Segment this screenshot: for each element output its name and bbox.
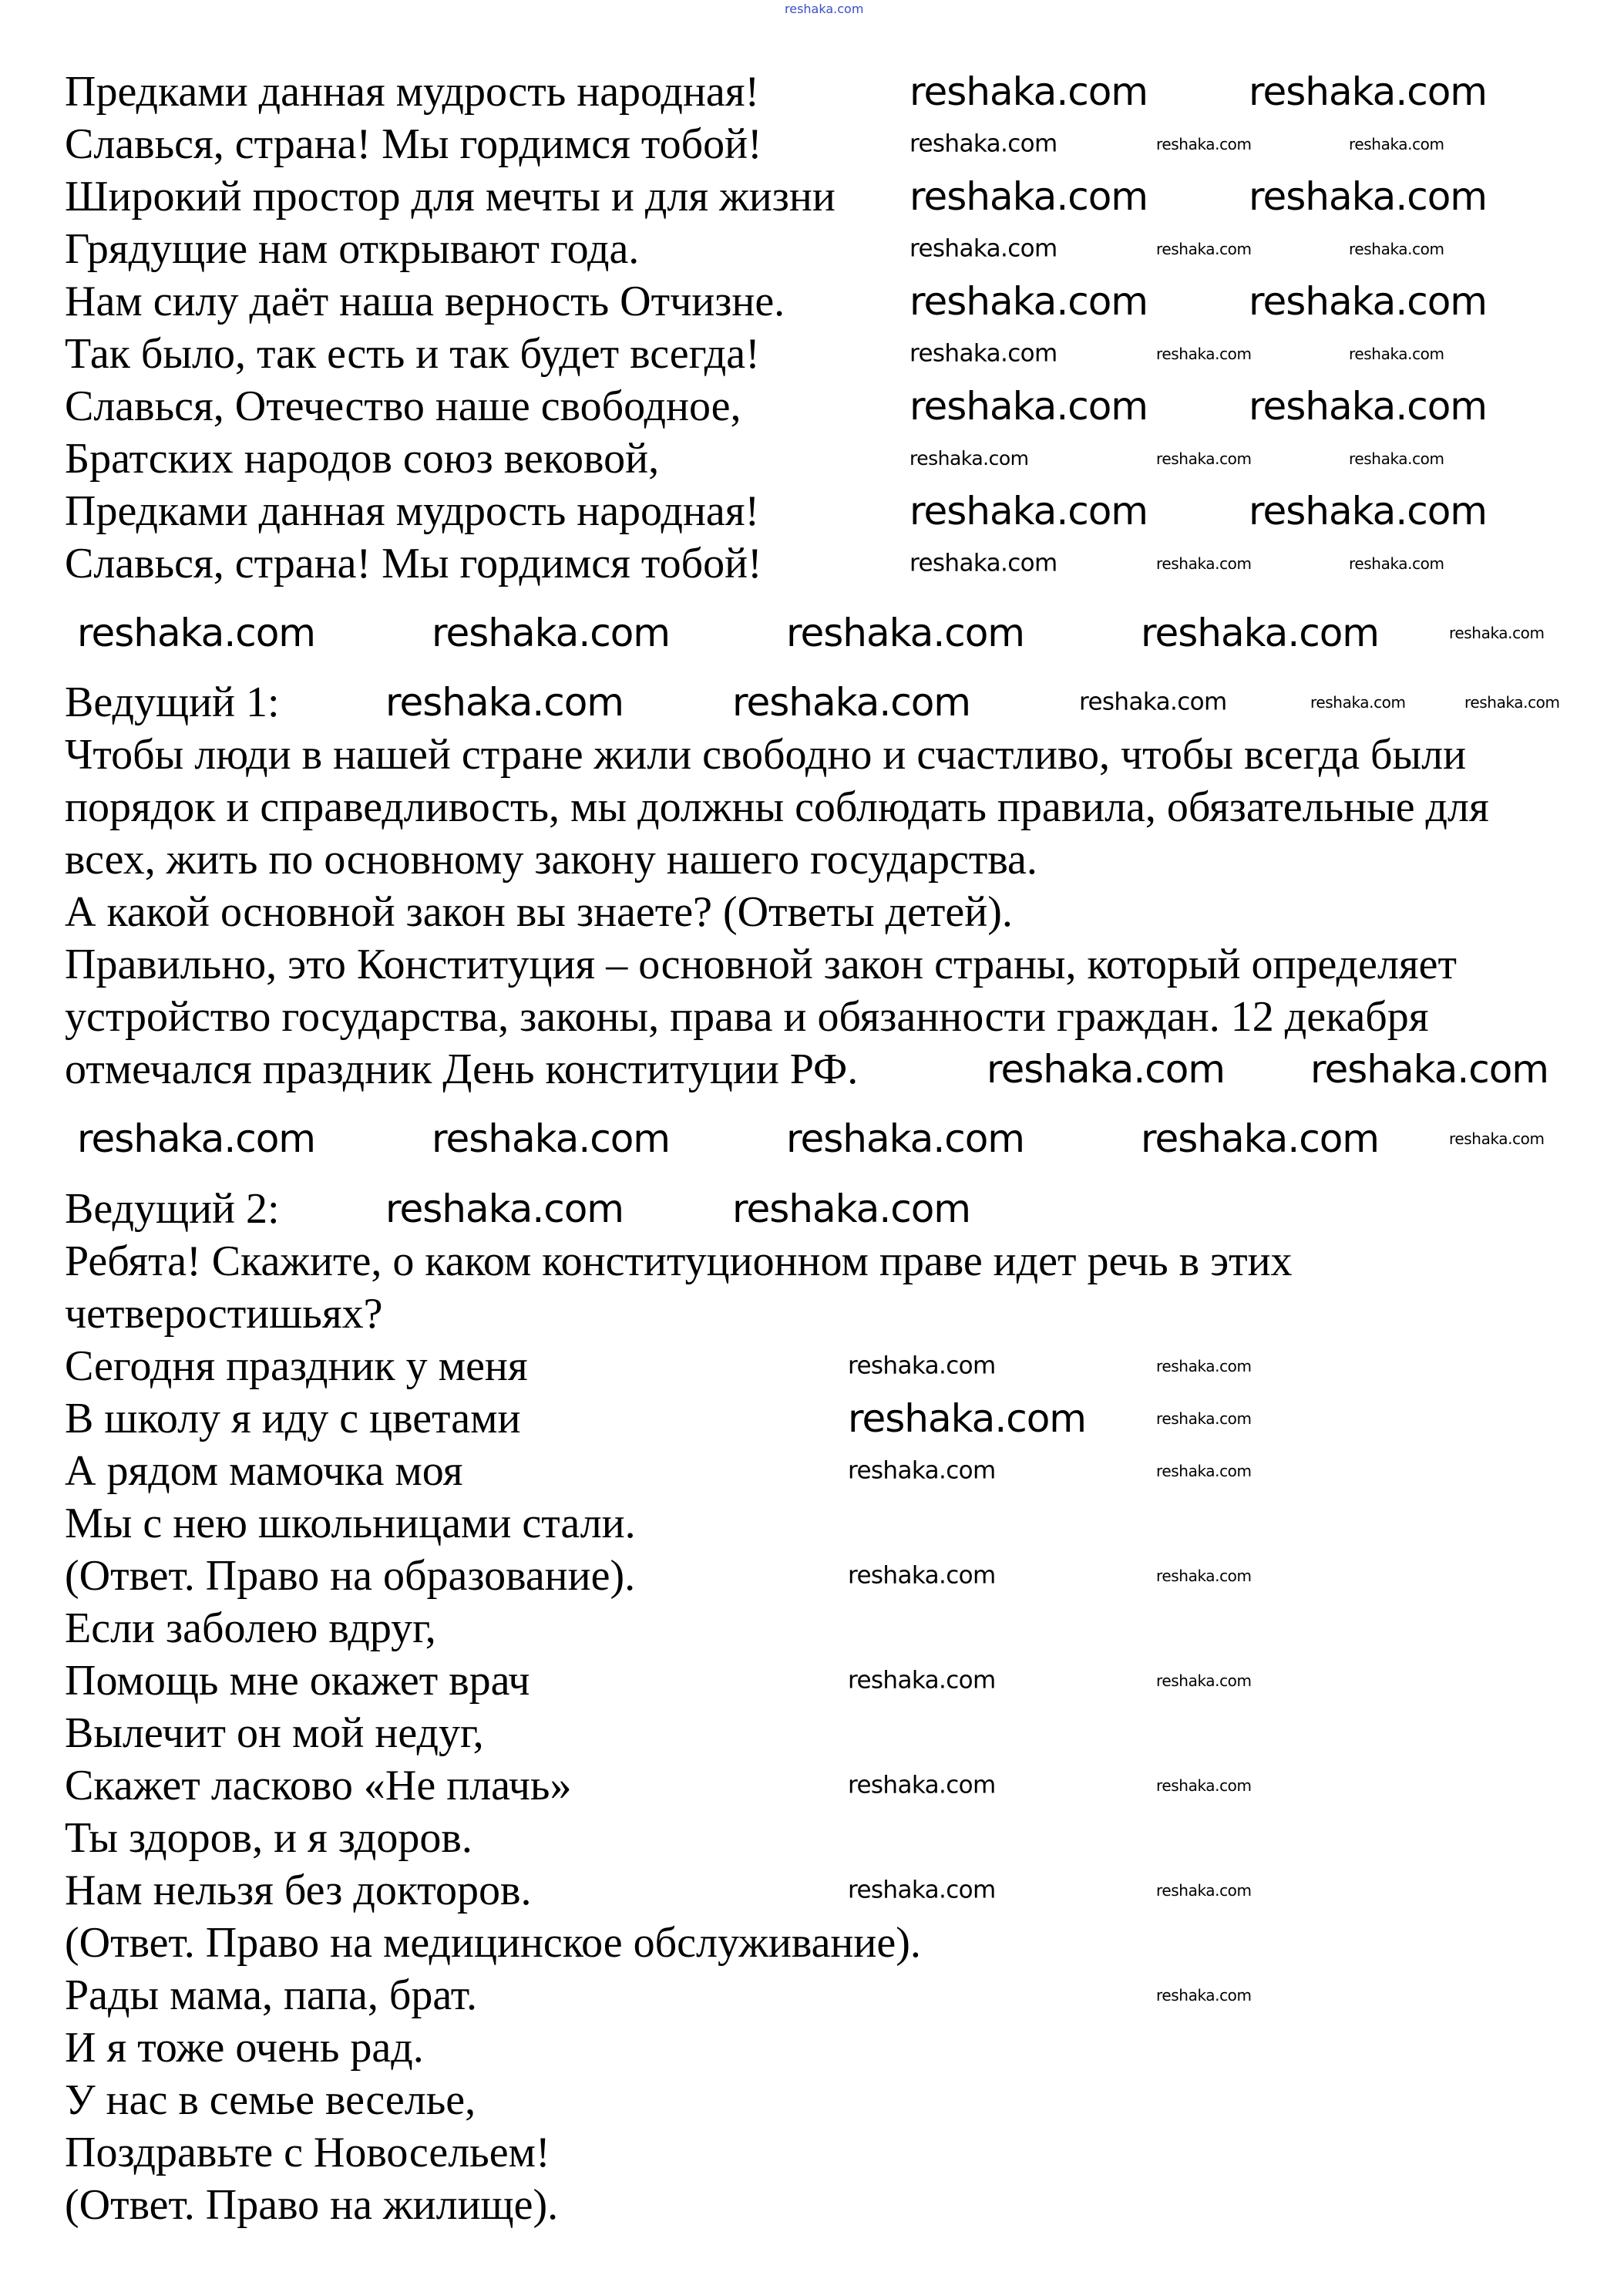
text-line: Скажет ласково «Не плачь»: [65, 1762, 572, 1809]
text-line: (Ответ. Право на медицинское обслуживание).: [65, 1919, 921, 1967]
watermark: reshaka.com: [1249, 489, 1487, 534]
text-line: Так было, так есть и так будет всегда!: [65, 330, 760, 378]
presenter-1-section: [65, 676, 1489, 1096]
text-line: Ведущий 1:: [65, 678, 280, 726]
text-line: Широкий простор для мечты и для жизни: [65, 173, 836, 220]
text-line: Предками данная мудрость народная!: [65, 487, 760, 535]
watermark: reshaka.com: [848, 1771, 996, 1799]
watermark: reshaka.com: [732, 680, 970, 725]
watermark: reshaka.com: [910, 549, 1057, 577]
text-line: Поздравьте с Новосельем!: [65, 2129, 550, 2176]
text-line: Славься, Отечество наше свободное,: [65, 382, 741, 430]
watermark: reshaka.com: [1449, 624, 1545, 642]
text-line: Братских народов союз вековой,: [65, 435, 660, 483]
watermark: reshaka.com: [1156, 240, 1252, 258]
watermark: reshaka.com: [1349, 240, 1444, 258]
text-line: У нас в семье веселье,: [65, 2076, 476, 2124]
watermark: reshaka.com: [1141, 611, 1379, 655]
text-line: Если заболею вдруг,: [65, 1604, 436, 1652]
text-line: Рады мама, папа, брат.: [65, 1971, 478, 2019]
watermark: reshaka.com: [910, 384, 1148, 429]
text-line: Правильно, это Конституция – основной закон страны, который определяет: [65, 941, 1457, 988]
watermark: reshaka.com: [1464, 693, 1560, 712]
watermark: reshaka.com: [1156, 345, 1252, 363]
watermark: reshaka.com: [432, 1116, 670, 1161]
watermark: reshaka.com: [432, 611, 670, 655]
watermark: reshaka.com: [1156, 449, 1252, 468]
watermark: reshaka.com: [910, 234, 1057, 263]
watermark: reshaka.com: [1449, 1129, 1545, 1148]
text-line: Вылечит он мой недуг,: [65, 1709, 484, 1757]
top-watermark: reshaka.com: [785, 2, 864, 16]
watermark: reshaka.com: [848, 1352, 996, 1380]
text-line: Славься, страна! Мы гордимся тобой!: [65, 120, 762, 168]
text-line: устройство государства, законы, права и обязанности граждан. 12 декабря: [65, 993, 1429, 1041]
text-line: Ты здоров, и я здоров.: [65, 1814, 472, 1862]
watermark: reshaka.com: [848, 1456, 996, 1485]
watermark: reshaka.com: [786, 1116, 1024, 1161]
text-line: А какой основной закон вы знаете? (Ответы детей).: [65, 888, 1013, 936]
text-line: Ведущий 2:: [65, 1185, 280, 1233]
watermark: reshaka.com: [1156, 1462, 1252, 1480]
text-line: А рядом мамочка моя: [65, 1447, 463, 1495]
watermark: reshaka.com: [910, 69, 1148, 114]
watermark: reshaka.com: [910, 489, 1148, 534]
watermark: reshaka.com: [1079, 688, 1227, 716]
watermark: reshaka.com: [1156, 135, 1252, 153]
watermark: reshaka.com: [1249, 384, 1487, 429]
watermark: reshaka.com: [77, 611, 315, 655]
watermark: reshaka.com: [848, 1396, 1086, 1441]
watermark: reshaka.com: [910, 447, 1029, 470]
watermark: reshaka.com: [910, 339, 1057, 368]
watermark: reshaka.com: [1156, 1409, 1252, 1428]
text-line: Грядущие нам открывают года.: [65, 225, 640, 273]
watermark: reshaka.com: [848, 1666, 996, 1695]
watermark: reshaka.com: [1310, 1047, 1548, 1092]
text-line: Ребята! Скажите, о каком конституционном праве идет речь в этих: [65, 1237, 1293, 1285]
watermark: reshaka.com: [1156, 1567, 1252, 1585]
watermark: reshaka.com: [77, 1116, 315, 1161]
watermark: reshaka.com: [1349, 135, 1444, 153]
watermark: reshaka.com: [1349, 449, 1444, 468]
text-line: отмечался праздник День конституции РФ.: [65, 1045, 859, 1093]
watermark: reshaka.com: [1156, 1881, 1252, 1900]
watermark: reshaka.com: [1349, 554, 1444, 573]
watermark: reshaka.com: [1310, 693, 1406, 712]
text-line: Нам силу даёт наша верность Отчизне.: [65, 278, 785, 325]
watermark: reshaka.com: [910, 174, 1148, 219]
watermark: reshaka.com: [1249, 69, 1487, 114]
watermark: reshaka.com: [1349, 345, 1444, 363]
text-line: четверостишьях?: [65, 1290, 383, 1338]
watermark: reshaka.com: [910, 279, 1148, 324]
text-line: В школу я иду с цветами: [65, 1395, 521, 1442]
text-line: всех, жить по основному закону нашего государства.: [65, 836, 1037, 884]
watermark: reshaka.com: [385, 1187, 624, 1231]
watermark: reshaka.com: [848, 1561, 996, 1590]
text-line: Славься, страна! Мы гордимся тобой!: [65, 540, 762, 587]
watermark: reshaka.com: [786, 611, 1024, 655]
watermark: reshaka.com: [1156, 1986, 1252, 2005]
watermark: reshaka.com: [1249, 174, 1487, 219]
text-line: Сегодня праздник у меня: [65, 1342, 528, 1390]
watermark: reshaka.com: [1156, 1357, 1252, 1375]
text-line: И я тоже очень рад.: [65, 2024, 424, 2072]
watermark: reshaka.com: [848, 1876, 996, 1904]
text-line: (Ответ. Право на образование).: [65, 1552, 636, 1600]
watermark: reshaka.com: [732, 1187, 970, 1231]
watermark: reshaka.com: [385, 680, 624, 725]
watermark: reshaka.com: [1249, 279, 1487, 324]
watermark: reshaka.com: [1141, 1116, 1379, 1161]
anthem-verse: [65, 66, 836, 590]
text-line: Предками данная мудрость народная!: [65, 68, 760, 116]
watermark: reshaka.com: [1156, 554, 1252, 573]
text-line: Мы с нею школьницами стали.: [65, 1500, 636, 1547]
text-line: Помощь мне окажет врач: [65, 1657, 530, 1705]
watermark: reshaka.com: [1156, 1776, 1252, 1795]
text-line: порядок и справедливость, мы должны соблюдать правила, обязательные для: [65, 783, 1489, 831]
text-line: Нам нельзя без докторов.: [65, 1867, 532, 1914]
text-line: (Ответ. Право на жилище).: [65, 2181, 559, 2229]
watermark: reshaka.com: [987, 1047, 1225, 1092]
watermark: reshaka.com: [1156, 1671, 1252, 1690]
watermark: reshaka.com: [910, 130, 1057, 158]
text-line: Чтобы люди в нашей стране жили свободно и счастливо, чтобы всегда были: [65, 731, 1467, 779]
presenter-2-section: [65, 1183, 1293, 2231]
